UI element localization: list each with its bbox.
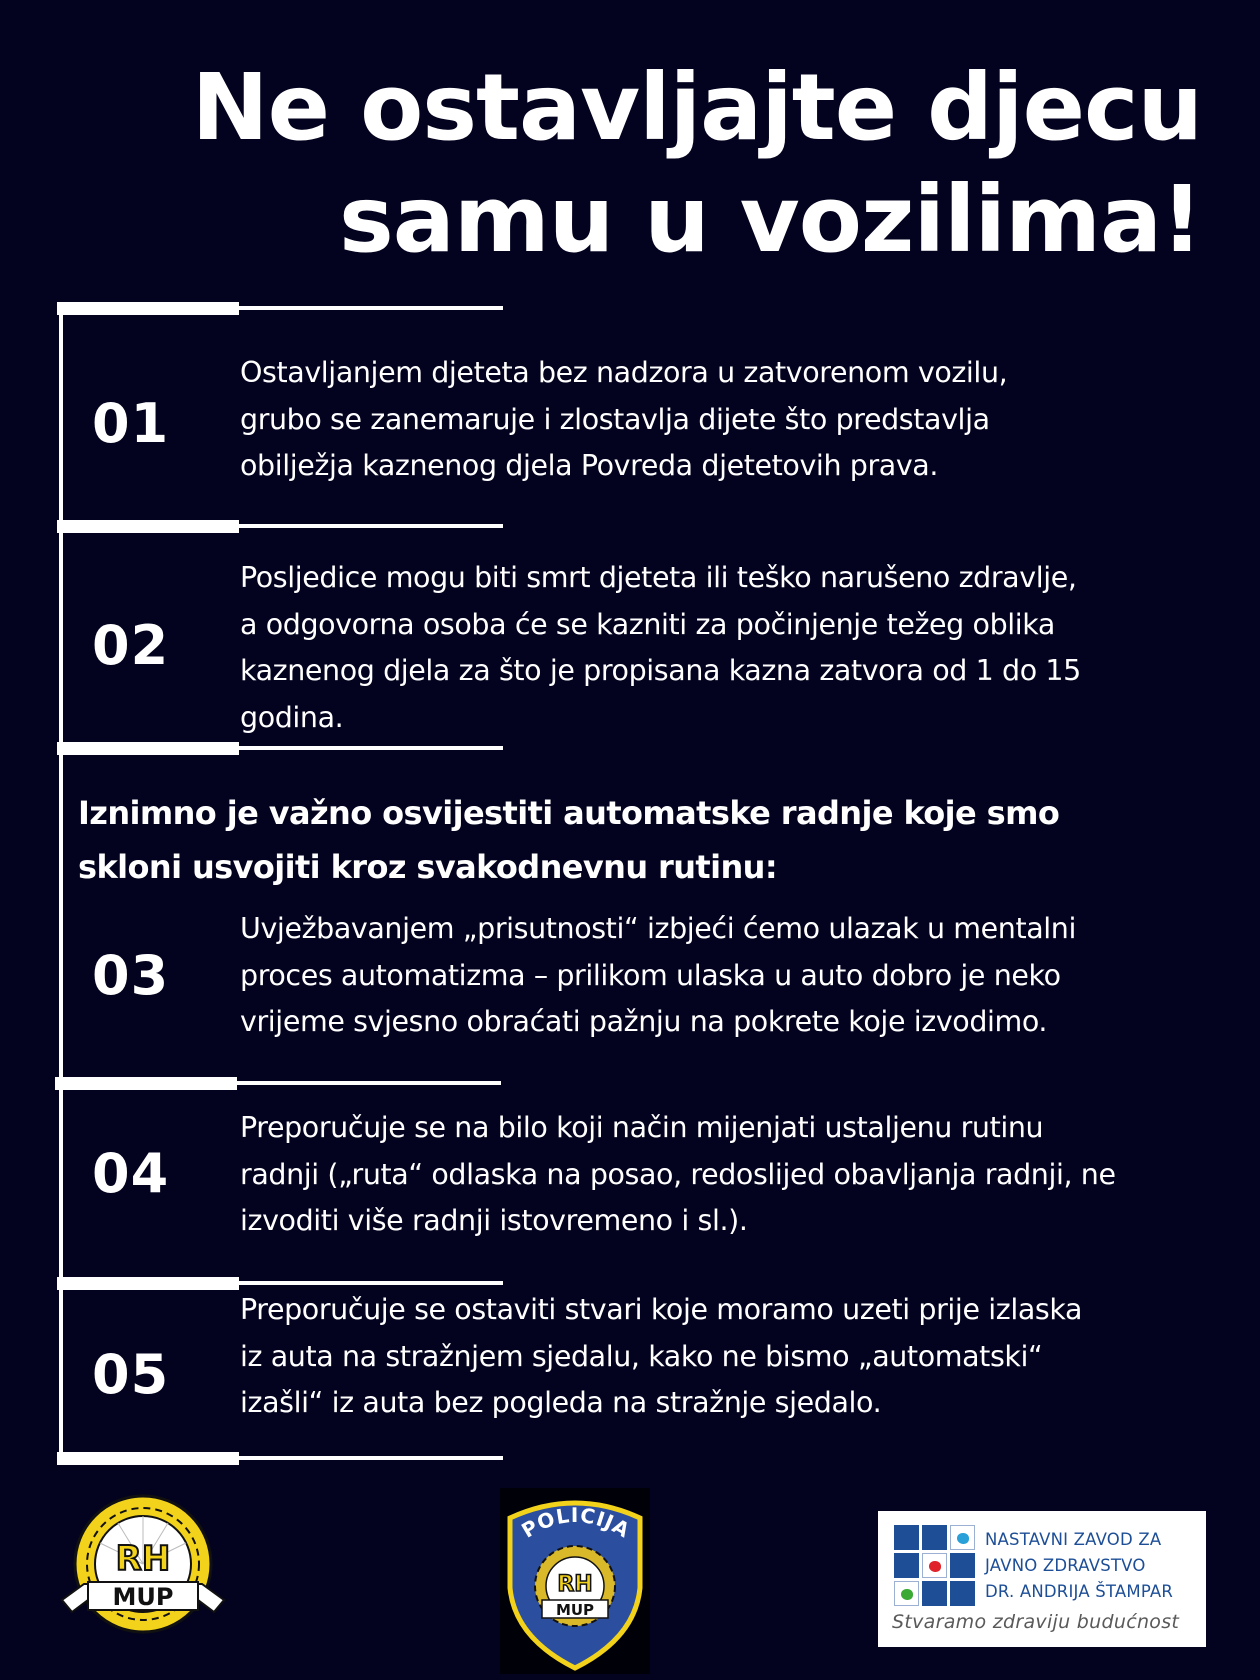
item-text: Preporučuje se na bilo koji način mijenjati ustaljenu rutinu radnji („ruta“ odlaska na posao, redoslijed obavljanja radnji, ne izvoditi više radnji istovremeno i sl.). [240,1111,1116,1237]
divider [57,520,457,534]
item-text: Posljedice mogu biti smrt djeteta ili teško narušeno zdravlje, a odgovorna osoba će se kazniti za počinjenje težeg oblika kaznenog djela za što je propisana kazna zatvora od 1 do 15 godina. [240,561,1081,734]
divider [55,1077,455,1091]
divider [57,302,457,316]
svg-text:MUP: MUP [112,1583,174,1611]
item-text: Uvježbavanjem „prisutnosti“ izbjeći ćemo ulazak u mentalni proces automatizma – prilikom ulaska u auto dobro je neko vrijeme svjesno obraćati pažnju na pokrete koje izvodimo. [240,912,1076,1038]
divider [57,742,457,756]
item-text: Ostavljanjem djeteta bez nadzora u zatvorenom vozilu, grubo se zanemaruje i zlostavlja dijete što predstavlja obilježja kaznenog djela Povreda djetetovih prava. [240,356,1008,482]
svg-text:RH: RH [557,1572,593,1597]
emphasis-statement: Iznimno je važno osvijestiti automatske radnje koje smo skloni usvojiti kroz svakodnevnu rutinu: [78,794,1060,886]
police-badge-icon [500,1488,650,1674]
item-text: Preporučuje se ostaviti stvari koje moramo uzeti prije izlaska iz auta na stražnjem sjedalu, kako ne bismo „automatski“ izašli“ iz auta bez pogleda na stražnje sjedalo. [240,1293,1083,1419]
title-line-2: samu u vozilima! [339,166,1202,273]
item-number: 01 [92,392,170,455]
title-line-1: Ne ostavljajte djecu [191,54,1202,161]
item-number: 04 [92,1142,170,1205]
item-number: 03 [92,944,170,1007]
zavod-slogan: Stvaramo zdraviju budućnost [892,1611,1180,1633]
page-title [192,52,1202,276]
mup-emblem-icon [58,1488,228,1638]
zavod-logo [878,1511,1206,1647]
item-number: 05 [92,1343,170,1406]
item-number: 02 [92,614,170,677]
svg-text:RH: RH [115,1539,171,1579]
zavod-grid-icon [894,1525,976,1607]
svg-text:POLICIJA: POLICIJA [517,1502,635,1543]
svg-text:MUP: MUP [555,1601,595,1619]
zavod-name: NASTAVNI ZAVOD ZA JAVNO ZDRAVSTVO DR. ANDRIJA ŠTAMPAR [985,1530,1174,1601]
divider [57,1452,457,1466]
